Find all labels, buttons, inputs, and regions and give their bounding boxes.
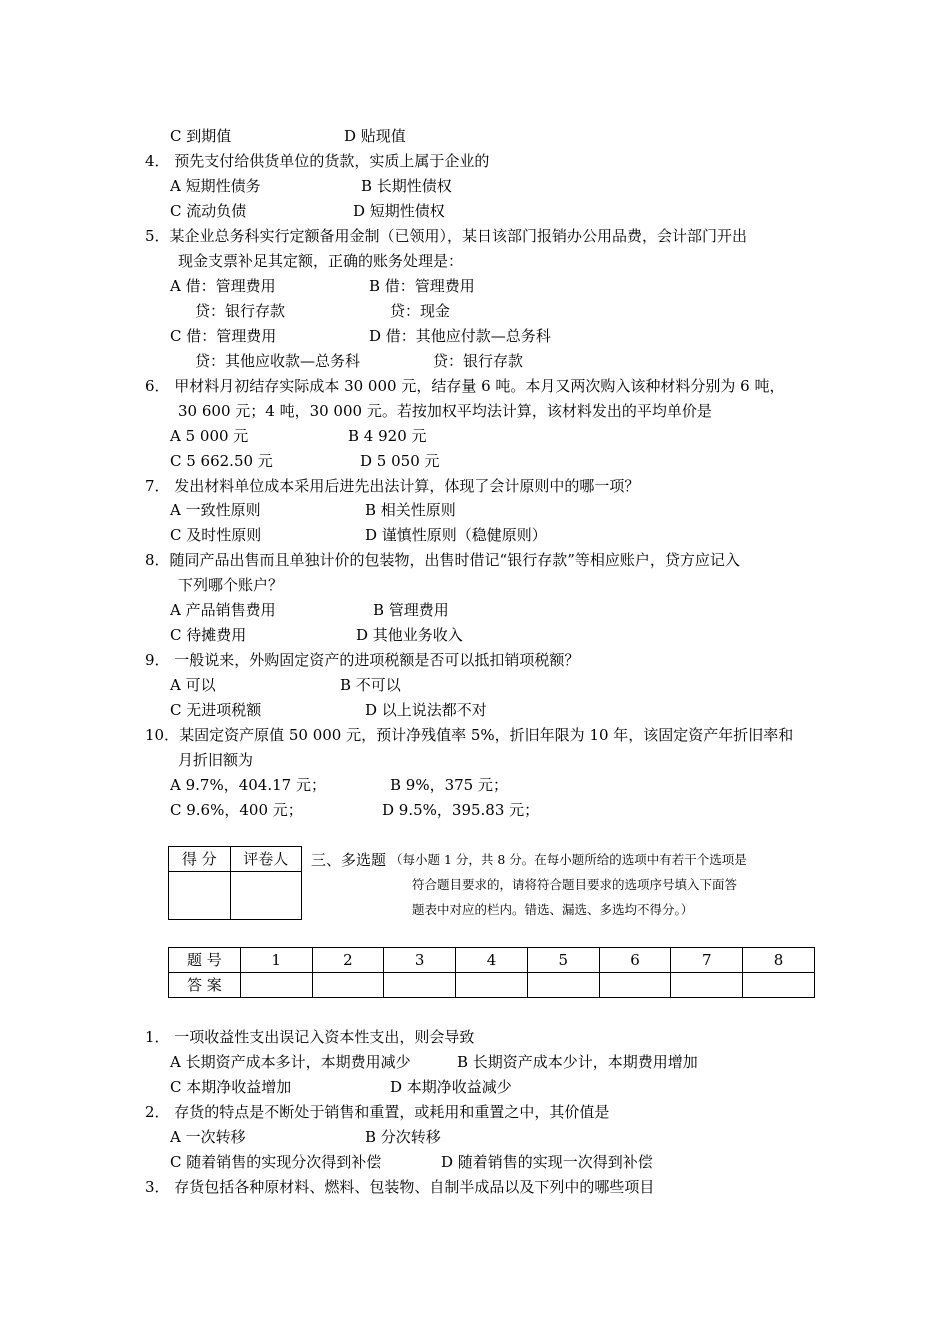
q10-stem-cont: 月折旧额为 [178,751,254,769]
mc2-stem: 2． 存货的特点是不断处于销售和重置，或耗用和重置之中，其价值是 [145,1103,610,1121]
q9-option-d: D 以上说法都不对 [365,701,487,719]
answer-cell[interactable] [384,973,456,998]
q4-option-b: B 长期性债权 [361,177,452,195]
question-number: 2 [312,948,384,973]
q9-stem: 9． 一般说来，外购固定资产的进项税额是否可以抵扣销项税额？ [145,651,580,669]
q6-option-b: B 4 920 元 [348,427,427,445]
q10-option-b: B 9%，375 元； [390,776,508,794]
question-number-label: 题 号 [169,948,241,973]
score-header: 得 分 [169,847,231,872]
q6-option-d: D 5 050 元 [360,452,440,470]
mc2-option-c: C 随着销售的实现分次得到补偿 [170,1153,382,1171]
q8-option-c: C 待摊费用 [170,626,247,644]
answer-cell[interactable] [599,973,671,998]
answer-cell[interactable] [456,973,528,998]
q3-option-d: D 贴现值 [344,127,406,145]
answer-cell[interactable] [312,973,384,998]
q10-stem: 10．某固定资产原值 50 000 元，预计净残值率 5%，折旧年限为 10 年，该固定资产年折旧率和 [145,726,794,744]
mc2-option-d: D 随着销售的实现一次得到补偿 [441,1153,653,1171]
grader-cell[interactable] [230,872,301,920]
q9-option-c: C 无进项税额 [170,701,262,719]
answer-cell[interactable] [527,973,599,998]
q8-option-a: A 产品销售费用 [170,601,276,619]
grader-header: 评卷人 [230,847,301,872]
q5-option-c: C 借：管理费用 [170,327,277,345]
q9-option-a: A 可以 [170,676,216,694]
mc1-option-d: D 本期净收益减少 [390,1078,512,1096]
mc1-option-c: C 本期净收益增加 [170,1078,292,1096]
q4-option-d: D 短期性债权 [353,202,445,220]
q5-stem-cont: 现金支票补足其定额，正确的账务处理是： [178,252,464,270]
q9-option-b: B 不可以 [340,676,401,694]
q5-option-a-credit: 贷：银行存款 [195,302,286,320]
score-box [168,846,302,920]
question-number: 1 [240,948,312,973]
q5-stem: 5．某企业总务科实行定额备用金制（已领用），某日该部门报销办公用品费，会计部门开出 [145,227,748,245]
answer-label: 答 案 [169,973,241,998]
q6-option-c: C 5 662.50 元 [170,452,273,470]
q3-option-c: C 到期值 [170,127,232,145]
q4-option-a: A 短期性债务 [170,177,261,195]
answer-table [168,947,815,998]
question-number: 5 [527,948,599,973]
q5-option-b: B 借：管理费用 [369,277,475,295]
q5-option-a: A 借：管理费用 [170,277,276,295]
q5-option-c-credit: 贷：其他应收款—总务科 [195,352,361,370]
question-number-row [169,948,815,973]
q10-option-a: A 9.7%，404.17 元； [170,776,326,794]
q6-option-a: A 5 000 元 [170,427,249,445]
answer-cell[interactable] [671,973,743,998]
mc2-option-b: B 分次转移 [365,1128,441,1146]
q5-option-d: D 借：其他应付款—总务科 [369,327,551,345]
section-note-line2: 符合题目要求的，请将符合题目要求的选项序号填入下面答 [412,877,738,892]
mc1-option-a: A 长期资产成本多计，本期费用减少 [170,1053,411,1071]
q8-option-d: D 其他业务收入 [356,626,463,644]
mc1-option-b: B 长期资产成本少计，本期费用增加 [457,1053,698,1071]
question-number: 7 [671,948,743,973]
answer-cell[interactable] [743,973,815,998]
q8-option-b: B 管理费用 [373,601,449,619]
q7-option-d: D 谨慎性原则（稳健原则） [365,526,547,544]
section-note-line1: （每小题 1 分，共 8 分。在每小题所给的选项中有若干个选项是 [390,852,747,867]
q5-option-b-credit: 贷：现金 [390,302,451,320]
section-note-line3: 题表中对应的栏内。错选、漏选、多选均不得分。） [412,902,694,917]
q7-option-c: C 及时性原则 [170,526,262,544]
q5-option-d-credit: 贷：银行存款 [433,352,524,370]
answer-cell[interactable] [240,973,312,998]
q7-stem: 7． 发出材料单位成本采用后进先出法计算，体现了会计原则中的哪一项？ [145,477,640,495]
question-number: 8 [743,948,815,973]
q7-option-a: A 一致性原则 [170,501,261,519]
q4-option-c: C 流动负债 [170,202,247,220]
mc2-option-a: A 一次转移 [170,1128,246,1146]
q6-stem: 6． 甲材料月初结存实际成本 30 000 元，结存量 6 吨。本月又两次购入该种材料分别为 6 吨， [145,377,785,395]
q10-option-c: C 9.6%，400 元； [170,801,303,819]
mc3-stem: 3． 存货包括各种原材料、燃料、包装物、自制半成品以及下列中的哪些项目 [145,1178,655,1196]
question-number: 3 [384,948,456,973]
mc1-stem: 1． 一项收益性支出误记入资本性支出，则会导致 [145,1028,475,1046]
answer-row [169,973,815,998]
question-number: 6 [599,948,671,973]
q8-stem: 8．随同产品出售而且单独计价的包装物，出售时借记“银行存款”等相应账户，贷方应记入 [145,551,740,569]
score-cell[interactable] [169,872,231,920]
q6-stem-cont: 30 600 元；4 吨，30 000 元。若按加权平均法计算，该材料发出的平均单价是 [178,402,712,420]
q10-option-d: D 9.5%，395.83 元； [382,801,540,819]
q7-option-b: B 相关性原则 [365,501,456,519]
q8-stem-cont: 下列哪个账户？ [178,576,284,594]
section-title: 三、多选题 [311,851,387,869]
q4-stem: 4． 预先支付给供货单位的货款，实质上属于企业的 [145,152,490,170]
question-number: 4 [456,948,528,973]
